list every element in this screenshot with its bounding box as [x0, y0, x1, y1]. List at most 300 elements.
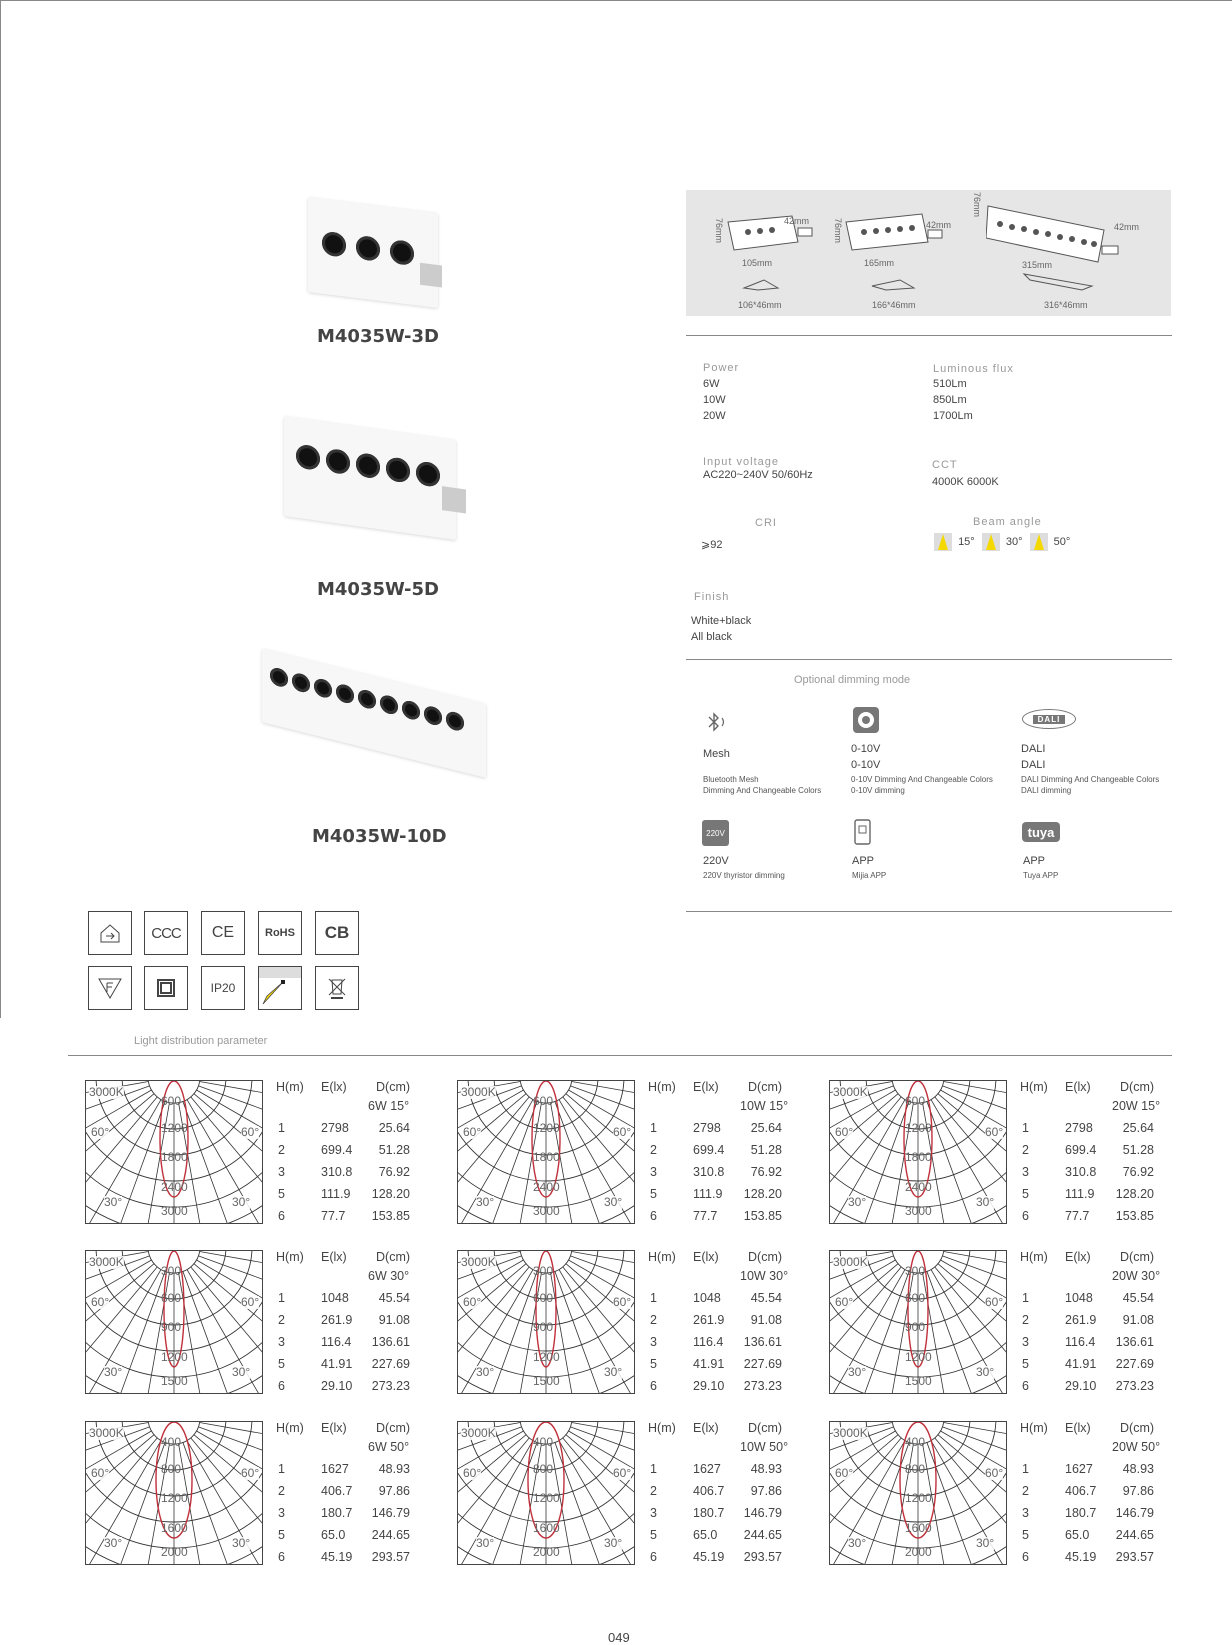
dimming-0-10v-name-2: 0-10V — [851, 759, 881, 771]
row-diameter: 45.54 — [750, 1291, 782, 1305]
finish-white-black: White+black — [691, 615, 752, 627]
polar-scale-label: 400 — [905, 1435, 926, 1449]
row-height: 1 — [1022, 1462, 1029, 1476]
dim-cutout-5d: 166*46mm — [872, 300, 916, 310]
polar-scale-label: 3000 — [161, 1204, 188, 1218]
row-diameter: 293.57 — [371, 1550, 410, 1564]
dali-icon — [1022, 709, 1076, 729]
polar-angle-left: 60° — [463, 1295, 482, 1309]
distribution-table — [648, 1080, 798, 1230]
row-height: 1 — [278, 1291, 285, 1305]
row-illuminance: 1048 — [1065, 1291, 1093, 1305]
beam-50-label: 50° — [1053, 535, 1071, 548]
row-illuminance: 310.8 — [321, 1165, 353, 1179]
dimming-0-10v-desc-1: 0-10V Dimming And Changeable Colors — [851, 775, 993, 784]
polar-angle-left: 60° — [835, 1466, 854, 1480]
header-diameter: D(cm) — [1120, 1421, 1155, 1435]
polar-angle-left-inner: 30° — [848, 1365, 867, 1379]
dali-desc-1: DALI Dimming And Changeable Colors — [1021, 775, 1160, 784]
polar-angle-left-inner: 30° — [848, 1536, 867, 1550]
row-height: 5 — [1022, 1187, 1029, 1201]
distribution-table — [276, 1250, 426, 1400]
distribution-table — [648, 1421, 798, 1571]
row-height: 3 — [650, 1335, 657, 1349]
polar-angle-right-inner: 30° — [232, 1195, 251, 1209]
row-diameter: 128.20 — [371, 1187, 410, 1201]
row-height: 5 — [1022, 1357, 1029, 1371]
rohs-mark: RoHS — [258, 911, 302, 955]
polar-scale-label: 1800 — [533, 1150, 560, 1164]
polar-corner-label: 3000K — [89, 1085, 124, 1099]
header-illuminance: E(lx) — [693, 1421, 719, 1435]
distribution-table — [1020, 1080, 1170, 1230]
polar-scale-label: 1800 — [161, 1150, 188, 1164]
polar-angle-right-inner: 30° — [604, 1536, 623, 1550]
row-diameter: 91.08 — [378, 1313, 410, 1327]
header-illuminance: E(lx) — [1065, 1080, 1091, 1094]
polar-angle-left-inner: 30° — [476, 1536, 495, 1550]
table-label: 6W 30° — [368, 1269, 410, 1283]
row-height: 6 — [278, 1550, 285, 1564]
header-illuminance: E(lx) — [321, 1421, 347, 1435]
bluetooth-icon — [704, 711, 730, 733]
dim-length-5d: 165mm — [864, 258, 895, 268]
polar-scale-label: 600 — [161, 1094, 182, 1108]
header-illuminance: E(lx) — [693, 1250, 719, 1264]
polar-scale-label: 1200 — [905, 1350, 932, 1364]
row-illuminance: 699.4 — [693, 1143, 725, 1157]
dimming-220v-desc: 220V thyristor dimming — [703, 871, 785, 880]
polar-scale-label: 800 — [533, 1462, 554, 1476]
dim-height-3d: 76mm — [714, 218, 724, 244]
dim-cutout-10d: 316*46mm — [1044, 300, 1088, 310]
dali-desc-2: DALI dimming — [1021, 786, 1072, 795]
row-height: 1 — [278, 1462, 285, 1476]
polar-corner-label: 3000K — [89, 1255, 124, 1269]
cct-value: 4000K 6000K — [932, 476, 999, 488]
distribution-divider — [68, 1055, 1172, 1056]
header-diameter: D(cm) — [748, 1080, 783, 1094]
row-diameter: 293.57 — [743, 1550, 782, 1564]
cri-value: ⩾92 — [701, 539, 723, 551]
dimming-0-10v-desc-2: 0-10V dimming — [851, 786, 905, 795]
row-height: 5 — [650, 1528, 657, 1542]
polar-scale-label: 600 — [533, 1094, 554, 1108]
flux-value-510: 510Lm — [933, 378, 967, 390]
page-border-top — [0, 0, 1232, 1]
polar-angle-right: 60° — [613, 1125, 632, 1139]
row-height: 6 — [650, 1379, 657, 1393]
distribution-table — [1020, 1421, 1170, 1571]
row-illuminance: 406.7 — [1065, 1484, 1097, 1498]
polar-angle-right: 60° — [613, 1466, 632, 1480]
row-height: 6 — [278, 1209, 285, 1223]
header-diameter: D(cm) — [748, 1421, 783, 1435]
row-diameter: 227.69 — [371, 1357, 410, 1371]
polar-scale-label: 900 — [533, 1320, 554, 1334]
row-diameter: 146.79 — [743, 1506, 782, 1520]
row-diameter: 25.64 — [750, 1121, 782, 1135]
distribution-title: Light distribution parameter — [134, 1035, 268, 1047]
model-name-5d: M4035W-5D — [317, 579, 439, 600]
mesh-desc-1: Bluetooth Mesh — [703, 775, 759, 784]
row-diameter: 146.79 — [371, 1506, 410, 1520]
row-height: 5 — [650, 1187, 657, 1201]
phone-icon — [853, 818, 873, 846]
row-diameter: 136.61 — [1115, 1335, 1154, 1349]
polar-corner-label: 3000K — [833, 1255, 868, 1269]
dim-height-10d: 76mm — [972, 192, 982, 218]
beam-30-label: 30° — [1005, 535, 1023, 548]
row-height: 6 — [1022, 1209, 1029, 1223]
polar-scale-label: 1200 — [161, 1491, 188, 1505]
row-height: 5 — [278, 1528, 285, 1542]
beam-mark-icon — [258, 966, 302, 1010]
polar-scale-label: 300 — [533, 1264, 554, 1278]
polar-chart — [457, 1250, 635, 1394]
polar-corner-label: 3000K — [89, 1426, 124, 1440]
voltage-label: Input voltage — [703, 456, 779, 468]
row-diameter: 76.92 — [378, 1165, 410, 1179]
row-diameter: 153.85 — [1115, 1209, 1154, 1223]
polar-angle-right-inner: 30° — [976, 1195, 995, 1209]
row-illuminance: 2798 — [321, 1121, 349, 1135]
row-diameter: 45.54 — [378, 1291, 410, 1305]
header-height: H(m) — [1020, 1250, 1048, 1264]
row-height: 3 — [1022, 1506, 1029, 1520]
polar-angle-left-inner: 30° — [848, 1195, 867, 1209]
polar-chart — [85, 1421, 263, 1565]
polar-scale-label: 1200 — [533, 1121, 560, 1135]
row-diameter: 76.92 — [750, 1165, 782, 1179]
mesh-desc-2: Dimming And Changeable Colors — [703, 786, 822, 795]
row-illuminance: 65.0 — [1065, 1528, 1090, 1542]
polar-corner-label: 3000K — [461, 1085, 496, 1099]
dimension-drawing-3d — [726, 212, 826, 262]
polar-chart — [457, 1421, 635, 1565]
table-label: 10W 15° — [740, 1099, 789, 1113]
row-illuminance: 77.7 — [693, 1209, 718, 1223]
dimension-drawing-10d — [986, 200, 1136, 270]
mijia-app-name: APP — [852, 855, 875, 867]
row-illuminance: 45.19 — [693, 1550, 725, 1564]
row-height: 5 — [278, 1187, 285, 1201]
row-illuminance: 41.91 — [321, 1357, 353, 1371]
polar-scale-label: 2400 — [533, 1180, 560, 1194]
cutout-drawing-3d — [742, 278, 782, 292]
row-height: 6 — [1022, 1550, 1029, 1564]
ip20-mark: IP20 — [201, 966, 245, 1010]
dimming-title: Optional dimming mode — [794, 674, 911, 686]
tuya-icon: tuya — [1022, 822, 1060, 842]
row-illuminance: 116.4 — [321, 1335, 352, 1349]
row-height: 3 — [278, 1335, 285, 1349]
row-illuminance: 29.10 — [693, 1379, 725, 1393]
row-illuminance: 45.19 — [321, 1550, 353, 1564]
row-illuminance: 180.7 — [321, 1506, 353, 1520]
row-height: 3 — [278, 1506, 285, 1520]
row-illuminance: 699.4 — [1065, 1143, 1097, 1157]
polar-angle-right: 60° — [613, 1295, 632, 1309]
polar-angle-left: 60° — [91, 1466, 110, 1480]
row-diameter: 244.65 — [1115, 1528, 1154, 1542]
header-height: H(m) — [648, 1080, 676, 1094]
row-illuminance: 261.9 — [321, 1313, 353, 1327]
row-illuminance: 310.8 — [693, 1165, 725, 1179]
dial-icon — [853, 707, 879, 733]
row-illuminance: 1627 — [693, 1462, 721, 1476]
row-diameter: 136.61 — [743, 1335, 782, 1349]
dim-height-5d: 76mm — [833, 218, 843, 244]
row-height: 2 — [278, 1143, 285, 1157]
dim-depth-5d: 42mm — [926, 220, 952, 230]
header-diameter: D(cm) — [1120, 1250, 1155, 1264]
polar-angle-left-inner: 30° — [476, 1365, 495, 1379]
row-illuminance: 180.7 — [1065, 1506, 1097, 1520]
polar-scale-label: 1200 — [533, 1350, 560, 1364]
polar-scale-label: 300 — [161, 1264, 182, 1278]
mesh-name: Mesh — [703, 748, 730, 760]
row-height: 1 — [650, 1462, 657, 1476]
polar-scale-label: 600 — [905, 1291, 926, 1305]
finish-all-black: All black — [691, 631, 732, 643]
polar-angle-right: 60° — [985, 1295, 1004, 1309]
header-diameter: D(cm) — [748, 1250, 783, 1264]
page-number: 049 — [608, 1630, 630, 1645]
polar-scale-label: 800 — [161, 1462, 182, 1476]
row-diameter: 97.86 — [378, 1484, 410, 1498]
dimming-220v-name: 220V — [703, 855, 729, 867]
distribution-table — [1020, 1250, 1170, 1400]
polar-chart — [829, 1080, 1007, 1224]
header-height: H(m) — [648, 1421, 676, 1435]
row-height: 2 — [650, 1484, 657, 1498]
row-diameter: 128.20 — [743, 1187, 782, 1201]
flux-label: Luminous flux — [933, 363, 1014, 375]
row-illuminance: 29.10 — [1065, 1379, 1097, 1393]
header-height: H(m) — [1020, 1080, 1048, 1094]
row-diameter: 91.08 — [750, 1313, 782, 1327]
row-height: 3 — [1022, 1335, 1029, 1349]
weee-bin-icon — [315, 966, 359, 1010]
row-illuminance: 180.7 — [693, 1506, 725, 1520]
cutout-drawing-10d — [1022, 270, 1098, 294]
polar-scale-label: 1500 — [905, 1374, 932, 1388]
class-ii-icon — [144, 966, 188, 1010]
header-illuminance: E(lx) — [1065, 1421, 1091, 1435]
row-height: 3 — [1022, 1165, 1029, 1179]
polar-scale-label: 300 — [905, 1264, 926, 1278]
row-diameter: 76.92 — [1122, 1165, 1154, 1179]
polar-scale-label: 600 — [161, 1291, 182, 1305]
specs-divider-bottom — [686, 911, 1172, 912]
row-diameter: 48.93 — [750, 1462, 782, 1476]
row-height: 1 — [1022, 1121, 1029, 1135]
distribution-table — [648, 1250, 798, 1400]
voltage-220v-icon: 220V — [702, 820, 729, 846]
polar-scale-label: 1500 — [161, 1374, 188, 1388]
product-image-5d — [284, 416, 456, 540]
polar-scale-label: 1600 — [533, 1521, 560, 1535]
polar-corner-label: 3000K — [461, 1255, 496, 1269]
indoor-use-icon — [88, 911, 132, 955]
polar-scale-label: 1600 — [905, 1521, 932, 1535]
polar-angle-left-inner: 30° — [104, 1365, 123, 1379]
voltage-value: AC220~240V 50/60Hz — [703, 469, 813, 481]
row-diameter: 48.93 — [1122, 1462, 1154, 1476]
polar-chart — [85, 1250, 263, 1394]
polar-scale-label: 2400 — [905, 1180, 932, 1194]
polar-corner-label: 3000K — [833, 1426, 868, 1440]
polar-angle-left-inner: 30° — [476, 1195, 495, 1209]
row-diameter: 128.20 — [1115, 1187, 1154, 1201]
cb-mark: CB — [315, 911, 359, 955]
cct-label: CCT — [932, 459, 958, 471]
polar-scale-label: 1200 — [161, 1121, 188, 1135]
polar-angle-right-inner: 30° — [976, 1365, 995, 1379]
ccc-mark: CCC — [144, 911, 188, 955]
row-diameter: 244.65 — [371, 1528, 410, 1542]
polar-angle-left: 60° — [91, 1295, 110, 1309]
row-diameter: 244.65 — [743, 1528, 782, 1542]
row-height: 1 — [650, 1291, 657, 1305]
finish-label: Finish — [694, 591, 730, 603]
polar-angle-right-inner: 30° — [604, 1195, 623, 1209]
row-diameter: 51.28 — [1122, 1143, 1154, 1157]
row-diameter: 153.85 — [743, 1209, 782, 1223]
polar-angle-left-inner: 30° — [104, 1536, 123, 1550]
power-label: Power — [703, 362, 740, 374]
tuya-app-name: APP — [1023, 855, 1046, 867]
polar-scale-label: 3000 — [905, 1204, 932, 1218]
row-illuminance: 116.4 — [1065, 1335, 1096, 1349]
row-illuminance: 41.91 — [1065, 1357, 1097, 1371]
polar-scale-label: 2000 — [905, 1545, 932, 1559]
header-diameter: D(cm) — [376, 1080, 411, 1094]
row-diameter: 273.23 — [371, 1379, 410, 1393]
polar-scale-label: 600 — [533, 1291, 554, 1305]
polar-scale-label: 1500 — [533, 1374, 560, 1388]
polar-scale-label: 400 — [533, 1435, 554, 1449]
polar-scale-label: 1200 — [161, 1350, 188, 1364]
row-diameter: 227.69 — [743, 1357, 782, 1371]
row-illuminance: 310.8 — [1065, 1165, 1097, 1179]
row-illuminance: 41.91 — [693, 1357, 725, 1371]
row-illuminance: 261.9 — [1065, 1313, 1097, 1327]
row-height: 6 — [650, 1209, 657, 1223]
row-illuminance: 1627 — [321, 1462, 349, 1476]
specs-divider-top — [686, 335, 1172, 336]
power-value-6w: 6W — [703, 378, 720, 390]
header-height: H(m) — [1020, 1421, 1048, 1435]
polar-angle-left: 60° — [835, 1295, 854, 1309]
row-height: 6 — [650, 1550, 657, 1564]
row-diameter: 153.85 — [371, 1209, 410, 1223]
table-label: 20W 15° — [1112, 1099, 1161, 1113]
row-height: 2 — [278, 1484, 285, 1498]
ce-mark: CE — [201, 911, 245, 955]
row-height: 5 — [650, 1357, 657, 1371]
row-illuminance: 261.9 — [693, 1313, 725, 1327]
beam-angle-label: Beam angle — [973, 516, 1042, 528]
dim-depth-10d: 42mm — [1114, 222, 1140, 232]
header-diameter: D(cm) — [376, 1250, 411, 1264]
polar-angle-left-inner: 30° — [104, 1195, 123, 1209]
polar-angle-left: 60° — [91, 1125, 110, 1139]
distribution-table — [276, 1421, 426, 1571]
row-height: 2 — [1022, 1143, 1029, 1157]
polar-scale-label: 800 — [905, 1462, 926, 1476]
row-diameter: 51.28 — [378, 1143, 410, 1157]
row-diameter: 45.54 — [1122, 1291, 1154, 1305]
polar-angle-right: 60° — [241, 1295, 260, 1309]
polar-scale-label: 1200 — [905, 1121, 932, 1135]
row-diameter: 48.93 — [378, 1462, 410, 1476]
beam-15-icon — [934, 533, 952, 551]
header-height: H(m) — [276, 1080, 304, 1094]
row-diameter: 25.64 — [1122, 1121, 1154, 1135]
table-label: 6W 50° — [368, 1440, 410, 1454]
polar-chart — [85, 1080, 263, 1224]
row-illuminance: 2798 — [1065, 1121, 1093, 1135]
row-height: 3 — [278, 1165, 285, 1179]
polar-corner-label: 3000K — [461, 1426, 496, 1440]
row-illuminance: 1048 — [693, 1291, 721, 1305]
row-diameter: 25.64 — [378, 1121, 410, 1135]
dim-cutout-3d: 106*46mm — [738, 300, 782, 310]
polar-scale-label: 1200 — [905, 1491, 932, 1505]
dim-length-3d: 105mm — [742, 258, 773, 268]
beam-15-label: 15° — [958, 535, 975, 548]
table-label: 20W 30° — [1112, 1269, 1161, 1283]
row-diameter: 97.86 — [750, 1484, 782, 1498]
beam-50-icon — [1030, 533, 1048, 551]
row-height: 1 — [650, 1121, 657, 1135]
polar-angle-right: 60° — [241, 1466, 260, 1480]
row-height: 6 — [278, 1379, 285, 1393]
row-diameter: 273.23 — [1115, 1379, 1154, 1393]
distribution-table — [276, 1080, 426, 1230]
row-illuminance: 111.9 — [693, 1187, 723, 1201]
flux-value-850: 850Lm — [933, 394, 967, 406]
row-illuminance: 111.9 — [321, 1187, 351, 1201]
row-height: 5 — [1022, 1528, 1029, 1542]
header-height: H(m) — [276, 1250, 304, 1264]
beam-30-icon — [982, 533, 1000, 551]
polar-scale-label: 900 — [161, 1320, 182, 1334]
polar-chart — [829, 1250, 1007, 1394]
polar-angle-right: 60° — [985, 1125, 1004, 1139]
row-illuminance: 29.10 — [321, 1379, 353, 1393]
header-diameter: D(cm) — [376, 1421, 411, 1435]
row-height: 3 — [650, 1506, 657, 1520]
polar-chart — [457, 1080, 635, 1224]
row-illuminance: 406.7 — [321, 1484, 353, 1498]
cri-label: CRI — [755, 517, 777, 529]
row-height: 6 — [1022, 1379, 1029, 1393]
polar-scale-label: 2400 — [161, 1180, 188, 1194]
row-height: 2 — [650, 1143, 657, 1157]
header-illuminance: E(lx) — [1065, 1250, 1091, 1264]
row-illuminance: 699.4 — [321, 1143, 353, 1157]
polar-angle-right: 60° — [985, 1466, 1004, 1480]
polar-scale-label: 600 — [905, 1094, 926, 1108]
table-label: 10W 50° — [740, 1440, 789, 1454]
row-illuminance: 65.0 — [321, 1528, 346, 1542]
header-illuminance: E(lx) — [693, 1080, 719, 1094]
row-diameter: 97.86 — [1122, 1484, 1154, 1498]
row-height: 2 — [1022, 1484, 1029, 1498]
